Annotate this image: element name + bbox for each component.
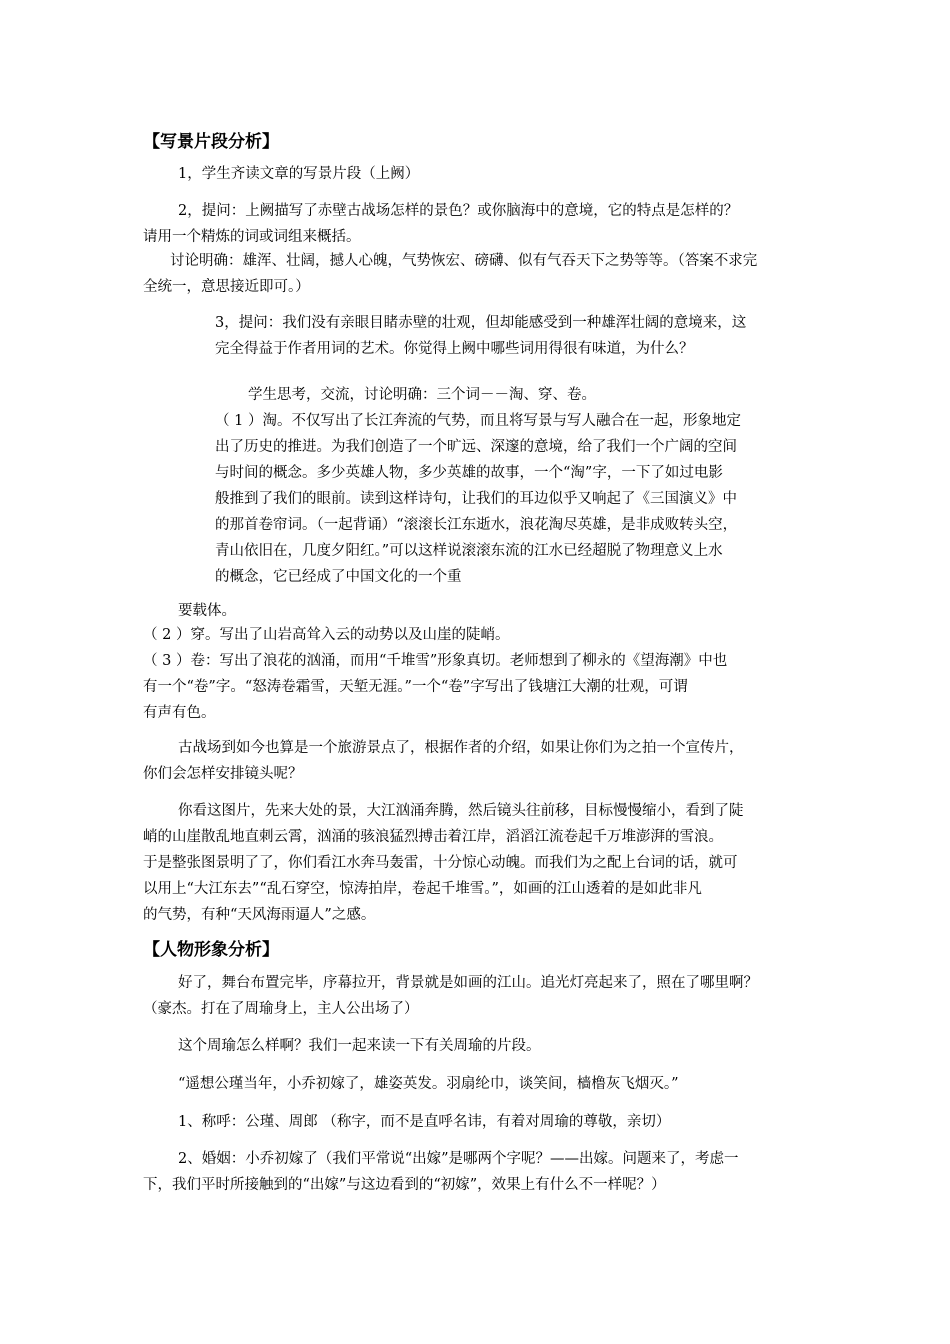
paragraph: 要载体。 [178, 603, 236, 619]
text-line: 古战场到如今也算是一个旅游景点了，根据作者的介绍，如果让你们为之拍一个宣传片， [178, 740, 744, 756]
section-heading-character: 【人物形象分析】 [143, 940, 279, 960]
text-line: 有声有色。 [143, 705, 216, 721]
text-line: 下，我们平时所接触到的“出嫁”与这边看到的“初嫁”，效果上有什么不一样呢？） [143, 1177, 666, 1193]
text-line: 有一个“卷”字。“怒涛卷霜雪，天堑无涯。”一个“卷”字写出了钱塘江大潮的壮观，可谓 [143, 679, 688, 695]
text-line: 你们会怎样安排镜头呢？ [143, 766, 303, 782]
text-line: 全统一，意思接近即可。） [143, 279, 310, 295]
paragraph [143, 198, 738, 250]
text-line: 的那首卷帘词。（一起背诵）“滚滚长江东逝水，浪花淘尽英雄，是非成败转头空， [215, 517, 738, 533]
paragraph [143, 735, 744, 787]
text-line: 3，提问：我们没有亲眼目睹赤壁的壮观，但却能感受到一种雄浑壮阔的意境来，这 [215, 315, 747, 331]
paragraph [143, 1146, 739, 1198]
paragraph: 1，学生齐读文章的写景片段（上阙） [178, 166, 420, 182]
text-line: 青山依旧在，几度夕阳红。”可以这样说滚滚东流的江水已经超脱了物理意义上水 [215, 543, 723, 559]
text-line: 峭的山崖散乱地直刺云霄，汹涌的骇浪猛烈搏击着江岸，滔滔江流卷起千万堆澎湃的雪浪。 [143, 829, 723, 845]
text-line: （豪杰。打在了周瑜身上，主人公出场了） [143, 1001, 419, 1017]
text-line: 讨论明确：雄浑、壮阔，撼人心魄，气势恢宏、磅礴、似有气吞天下之势等等。（答案不求完 [170, 253, 758, 269]
paragraph: 这个周瑜怎么样啊？我们一起来读一下有关周瑜的片段。 [178, 1038, 541, 1054]
section-heading-scenery: 【写景片段分析】 [143, 132, 279, 152]
text-line: 2、婚姻：小乔初嫁了（我们平常说“出嫁”是哪两个字呢？——出嫁。问题来了，考虑一 [178, 1151, 739, 1167]
text-line: 于是整张图景明了了，你们看江水奔马轰雷，十分惊心动魄。而我们为之配上台词的话，就可 [143, 855, 738, 871]
paragraph [215, 310, 746, 362]
text-line: 以用上“大江东去”“乱石穿空，惊涛拍岸，卷起千堆雪。”，如画的江山透着的是如此非凡 [143, 881, 702, 897]
text-line: （ 3 ）卷：写出了浪花的汹涌，而用“千堆雪”形象真切。老师想到了柳永的《望海潮》中也 [143, 653, 728, 669]
text-line: 2，提问：上阙描写了赤壁古战场怎样的景色？或你脑海中的意境，它的特点是怎样的？ [178, 203, 739, 219]
quote-paragraph: “遥想公瑾当年，小乔初嫁了，雄姿英发。羽扇纶巾，谈笑间，樯橹灰飞烟灭。” [178, 1076, 679, 1092]
paragraph [143, 970, 758, 1022]
paragraph [143, 248, 757, 300]
text-line: 与时间的概念。多少英雄人物，多少英雄的故事，一个“淘”字，一下了如过电影 [215, 465, 723, 481]
text-line: 完全得益于作者用词的艺术。你觉得上阙中哪些词用得很有味道，为什么？ [215, 341, 694, 357]
text-line: 般推到了我们的眼前。读到这样诗句，让我们的耳边似乎又响起了《三国演义》中 [215, 491, 737, 507]
text-line: 的气势，有种“天风海雨逼人”之感。 [143, 907, 376, 923]
text-line: 的概念，它已经成了中国文化的一个重 [215, 569, 462, 585]
paragraph: 1、称呼：公瑾、周郎 （称字，而不是直呼名讳，有着对周瑜的尊敬，亲切） [178, 1114, 671, 1130]
paragraph [215, 382, 741, 590]
text-line: 好了，舞台布置完毕，序幕拉开，背景就是如画的江山。追光灯亮起来了，照在了哪里啊？ [178, 975, 758, 991]
text-line: 你看这图片，先来大处的景，大江汹涌奔腾，然后镜头往前移，目标慢慢缩小，看到了陡 [178, 803, 744, 819]
text-line: 出了历史的推进。为我们创造了一个旷远、深邃的意境，给了我们一个广阔的空间 [215, 439, 737, 455]
text-line: 请用一个精炼的词或词组来概括。 [143, 229, 361, 245]
text-line: （ 1 ）淘。不仅写出了长江奔流的气势，而且将写景与写人融合在一起，形象地定 [215, 413, 741, 429]
paragraph: （ 2 ）穿。写出了山岩高耸入云的动势以及山崖的陡峭。 [143, 627, 510, 643]
text-line: 学生思考，交流，讨论明确：三个词－－淘、穿、卷。 [248, 387, 596, 403]
paragraph [143, 648, 727, 726]
paragraph [143, 798, 744, 928]
